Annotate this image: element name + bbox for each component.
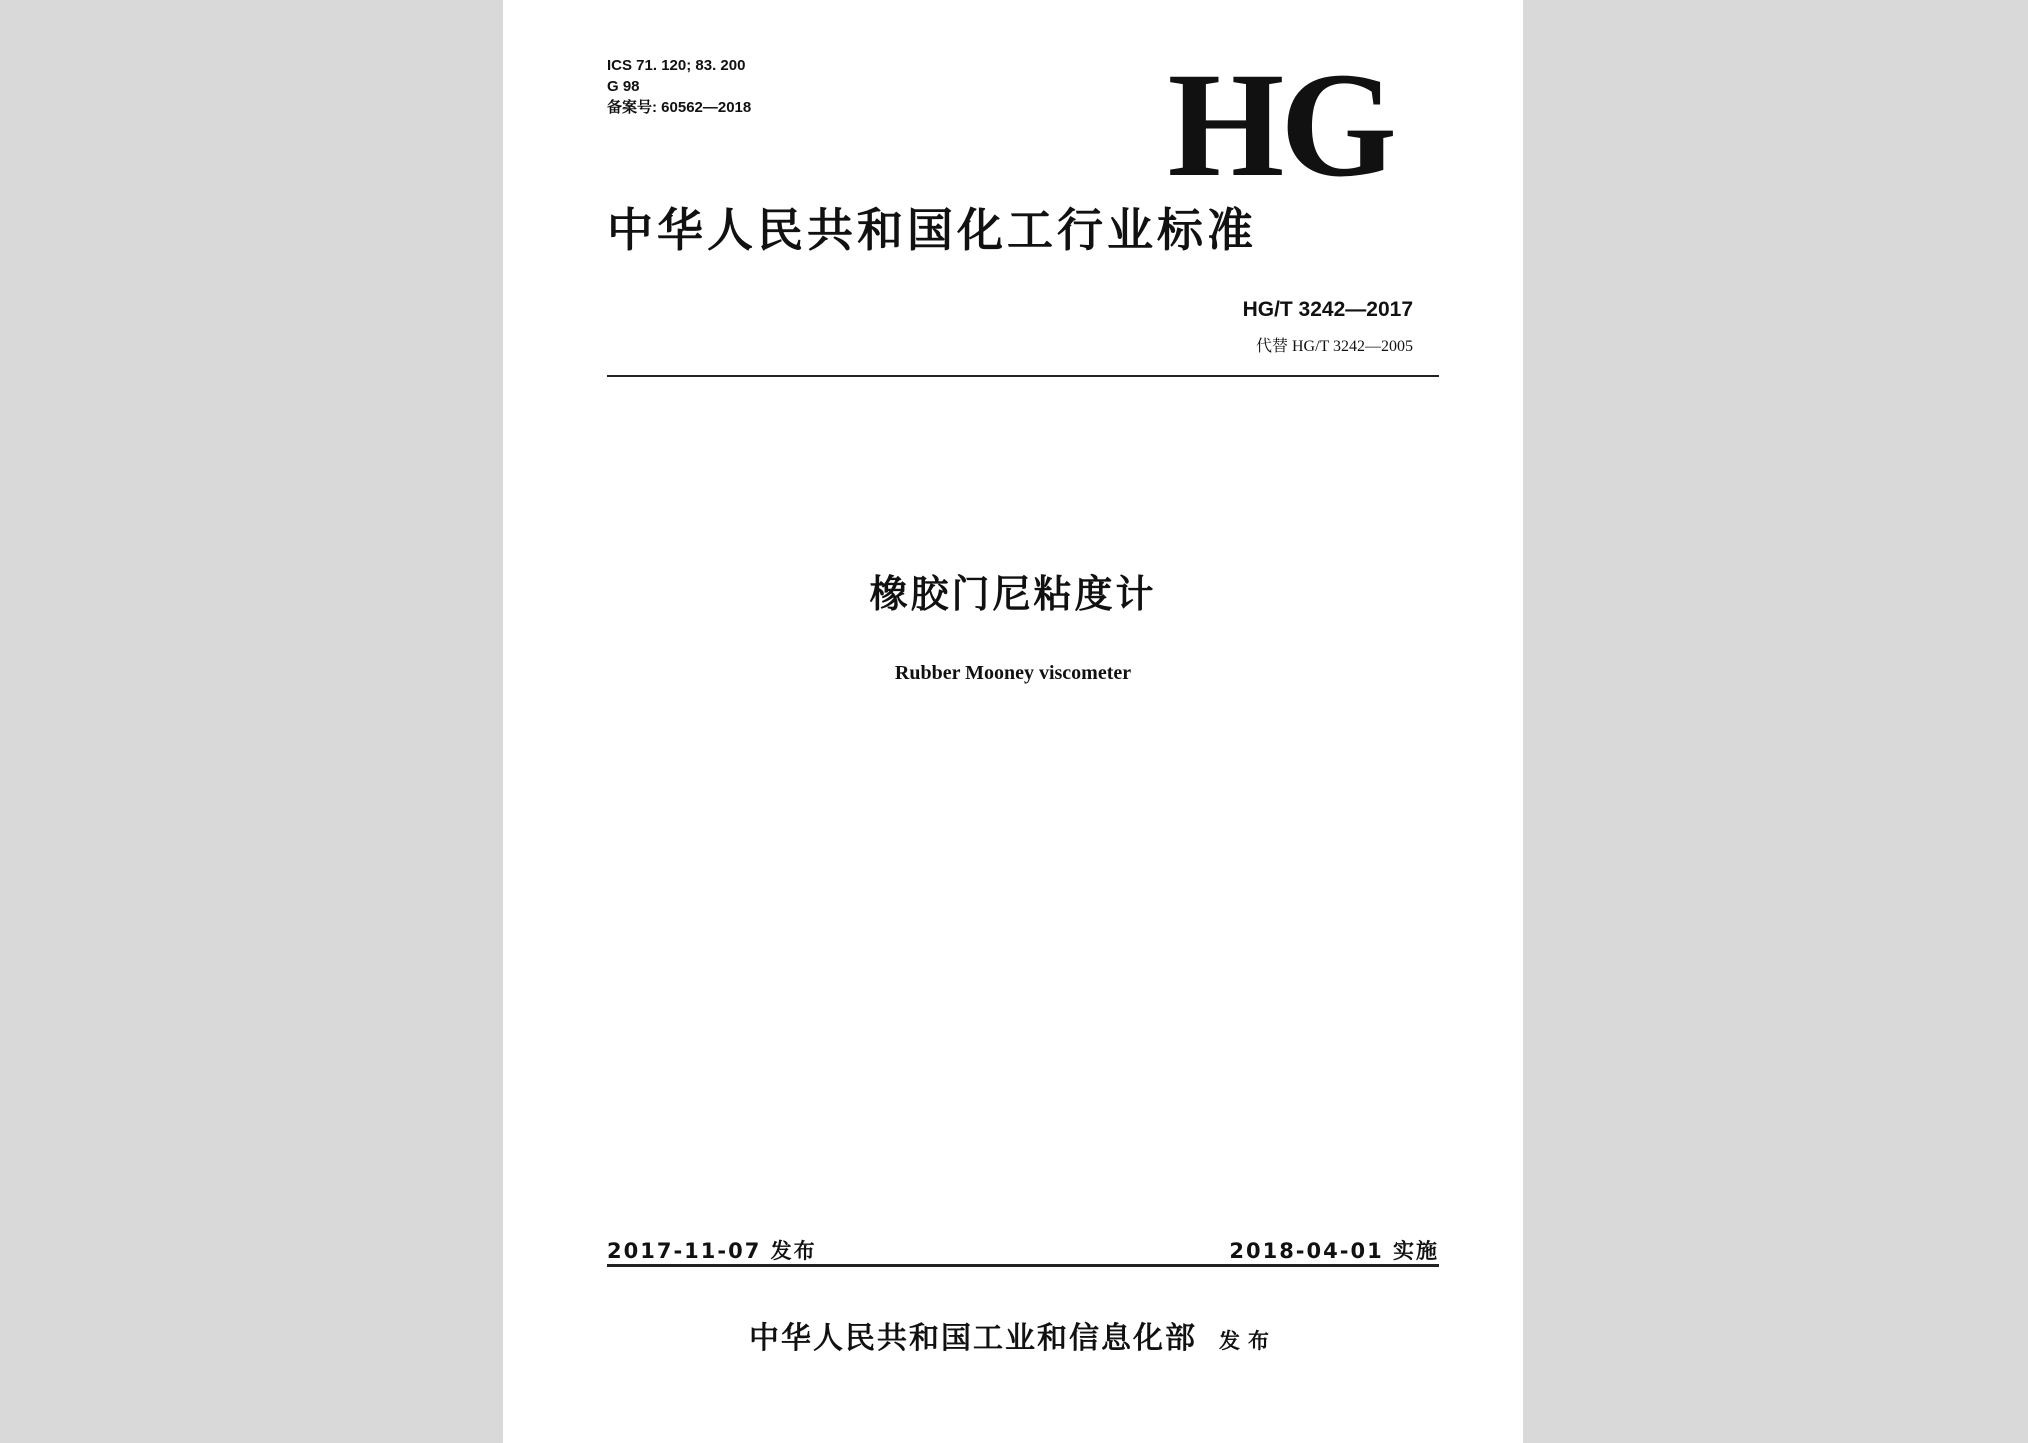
issue-date: 2017-11-07 发布 (607, 1239, 817, 1263)
standard-code: HG/T 3242—2017 (1242, 298, 1413, 321)
document-title-chinese: 橡胶门尼粘度计 (869, 572, 1157, 616)
ccs-code: G 98 (607, 78, 640, 95)
header-divider (607, 375, 1439, 377)
filing-number: 备案号: 60562—2018 (607, 99, 752, 116)
effective-date: 2018-04-01 实施 (1229, 1239, 1439, 1263)
ics-code: ICS 71. 120; 83. 200 (607, 57, 746, 74)
issuing-authority (503, 1313, 1523, 1357)
document-title-english: Rubber Mooney viscometer (894, 662, 1132, 684)
hg-logo: HG (1167, 42, 1393, 208)
footer-divider (607, 1264, 1439, 1267)
organization-title: 中华人民共和国化工行业标准 (607, 203, 1257, 257)
classification-block (607, 55, 751, 118)
issuer-name: 中华人民共和国工业和信息化部 (749, 1321, 1197, 1356)
document-page (503, 0, 1523, 1443)
replaces-standard: 代替 HG/T 3242—2005 (1255, 338, 1413, 355)
issuer-action: 发布 (1219, 1329, 1277, 1353)
